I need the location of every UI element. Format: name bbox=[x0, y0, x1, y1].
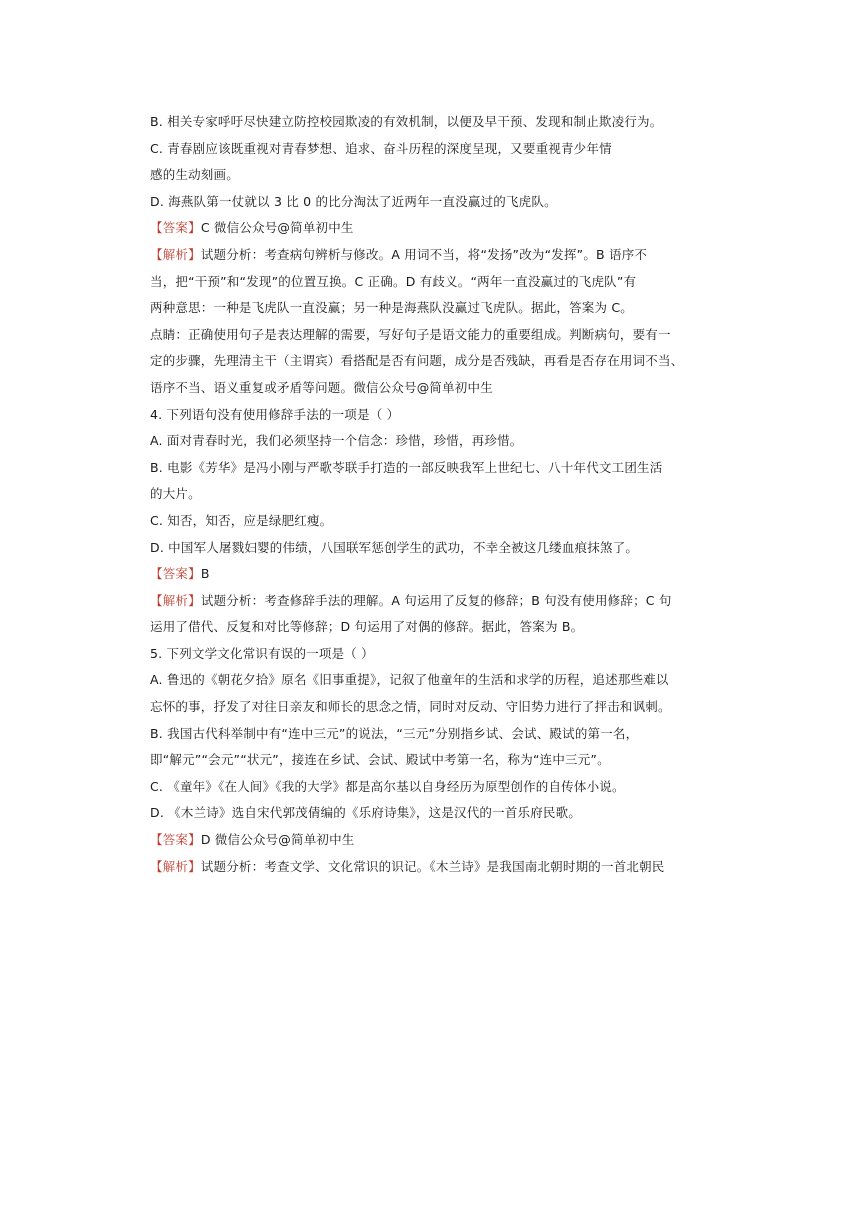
text-line bbox=[150, 508, 730, 535]
line-text: B bbox=[200, 566, 210, 582]
text-line bbox=[150, 322, 730, 349]
line-text: 感的生动刻画。 bbox=[150, 167, 239, 183]
text-line bbox=[150, 747, 730, 774]
line-text: D. 海燕队第一仗就以 3 比 0 的比分淘汰了近两年一直没赢过的飞虎队。 bbox=[150, 193, 557, 209]
line-text: 定的步骤，先理清主干（主谓宾）看搭配是否有问题，成分是否残缺，再看是否存在用词不当、 bbox=[150, 353, 684, 369]
section-tag: 【解析】 bbox=[150, 592, 201, 608]
text-line bbox=[150, 774, 730, 801]
section-tag: 【答案】 bbox=[150, 832, 201, 848]
line-text: A. 鲁迅的《朝花夕拾》原名《旧事重提》，记叙了他童年的生活和求学的历程，追述那些难以 bbox=[150, 672, 669, 688]
text-line bbox=[150, 215, 730, 242]
line-text: 语序不当、语义重复或矛盾等问题。微信公众号@简单初中生 bbox=[150, 379, 493, 395]
line-text: 即“解元”“会元”“状元”，接连在乡试、会试、殿试中考第一名，称为“连中三元”。 bbox=[150, 752, 610, 768]
text-line bbox=[150, 561, 730, 588]
section-tag: 【答案】 bbox=[150, 220, 201, 236]
text-line bbox=[150, 455, 730, 482]
text-line bbox=[150, 481, 730, 508]
text-line bbox=[150, 694, 730, 721]
line-text: 5. 下列文学文化常识有误的一项是（ ） bbox=[150, 645, 374, 661]
line-text: C. 知否，知否，应是绿肥红瘦。 bbox=[150, 512, 333, 528]
line-text: 两种意思：一种是飞虎队一直没赢；另一种是海燕队没赢过飞虎队。据此，答案为 C。 bbox=[150, 300, 634, 316]
text-line bbox=[150, 269, 730, 296]
text-line bbox=[150, 800, 730, 827]
line-text: 试题分析：考查文学、文化常识的识记。《木兰诗》是我国南北朝时期的一首北朝民 bbox=[200, 858, 665, 874]
text-line bbox=[150, 136, 730, 163]
text-line bbox=[150, 295, 730, 322]
text-line bbox=[150, 827, 730, 854]
text-line bbox=[150, 162, 730, 189]
line-text: 试题分析：考查病句辨析与修改。A 用词不当，将“发扬”改为“发挥”。B 语序不 bbox=[200, 246, 648, 262]
line-text: A. 面对青春时光，我们必须坚持一个信念：珍惜，珍惜，再珍惜。 bbox=[150, 433, 523, 449]
section-tag: 【解析】 bbox=[150, 246, 201, 262]
line-text: 的大片。 bbox=[150, 486, 201, 502]
line-text: C. 《童年》《在人间》《我的大学》都是高尔基以自身经历为原型创作的自传体小说。 bbox=[150, 778, 625, 794]
text-line bbox=[150, 588, 730, 615]
line-text: D. 《木兰诗》选自宋代郭茂倩编的《乐府诗集》，这是汉代的一首乐府民歌。 bbox=[150, 805, 582, 821]
line-text: 忘怀的事，抒发了对往日亲友和师长的思念之情，同时对反动、守旧势力进行了抨击和讽刺。 bbox=[150, 699, 671, 715]
text-line bbox=[150, 242, 730, 269]
line-text: B. 电影《芳华》是冯小刚与严歌苓联手打造的一部反映我军上世纪七、八十年代文工团生活 bbox=[150, 459, 663, 475]
section-tag: 【解析】 bbox=[150, 858, 201, 874]
section-tag: 【答案】 bbox=[150, 566, 201, 582]
line-text: C 微信公众号@简单初中生 bbox=[200, 220, 354, 236]
line-text: D. 中国军人屠戮妇婴的伟绩，八国联军惩创学生的武功，不幸全被这几缕血痕抹煞了。 bbox=[150, 539, 639, 555]
line-text: 当，把“干预”和“发现”的位置互换。C 正确。D 有歧义。“两年一直没赢过的飞虎队”有 bbox=[150, 273, 637, 289]
text-line bbox=[150, 614, 730, 641]
text-line bbox=[150, 641, 730, 668]
line-text: D 微信公众号@简单初中生 bbox=[200, 832, 355, 848]
text-line bbox=[150, 428, 730, 455]
line-text: B. 相关专家呼吁尽快建立防控校园欺凌的有效机制，以便及早干预、发现和制止欺凌行为。 bbox=[150, 114, 663, 129]
text-line bbox=[150, 189, 730, 216]
text-line bbox=[150, 375, 730, 402]
text-line bbox=[150, 667, 730, 694]
text-line bbox=[150, 402, 730, 429]
text-line bbox=[150, 721, 730, 748]
line-text: 运用了借代、反复和对比等修辞；D 句运用了对偶的修辞。据此，答案为 B。 bbox=[150, 619, 584, 635]
line-text: B. 我国古代科举制中有“连中三元”的说法，“三元”分别指乡试、会试、殿试的第一名， bbox=[150, 725, 639, 741]
text-line bbox=[150, 109, 730, 136]
line-text: C. 青春剧应该既重视对青春梦想、追求、奋斗历程的深度呈现，又要重视青少年情 bbox=[150, 140, 612, 156]
text-line bbox=[150, 348, 730, 375]
line-text: 点睛：正确使用句子是表达理解的需要，写好句子是语文能力的重要组成。判断病句，要有一 bbox=[150, 326, 671, 342]
line-text: 试题分析：考查修辞手法的理解。A 句运用了反复的修辞；B 句没有使用修辞；C 句 bbox=[200, 592, 672, 608]
text-line bbox=[150, 854, 730, 881]
line-text: 4. 下列语句没有使用修辞手法的一项是（ ） bbox=[150, 406, 400, 422]
text-line bbox=[150, 535, 730, 562]
